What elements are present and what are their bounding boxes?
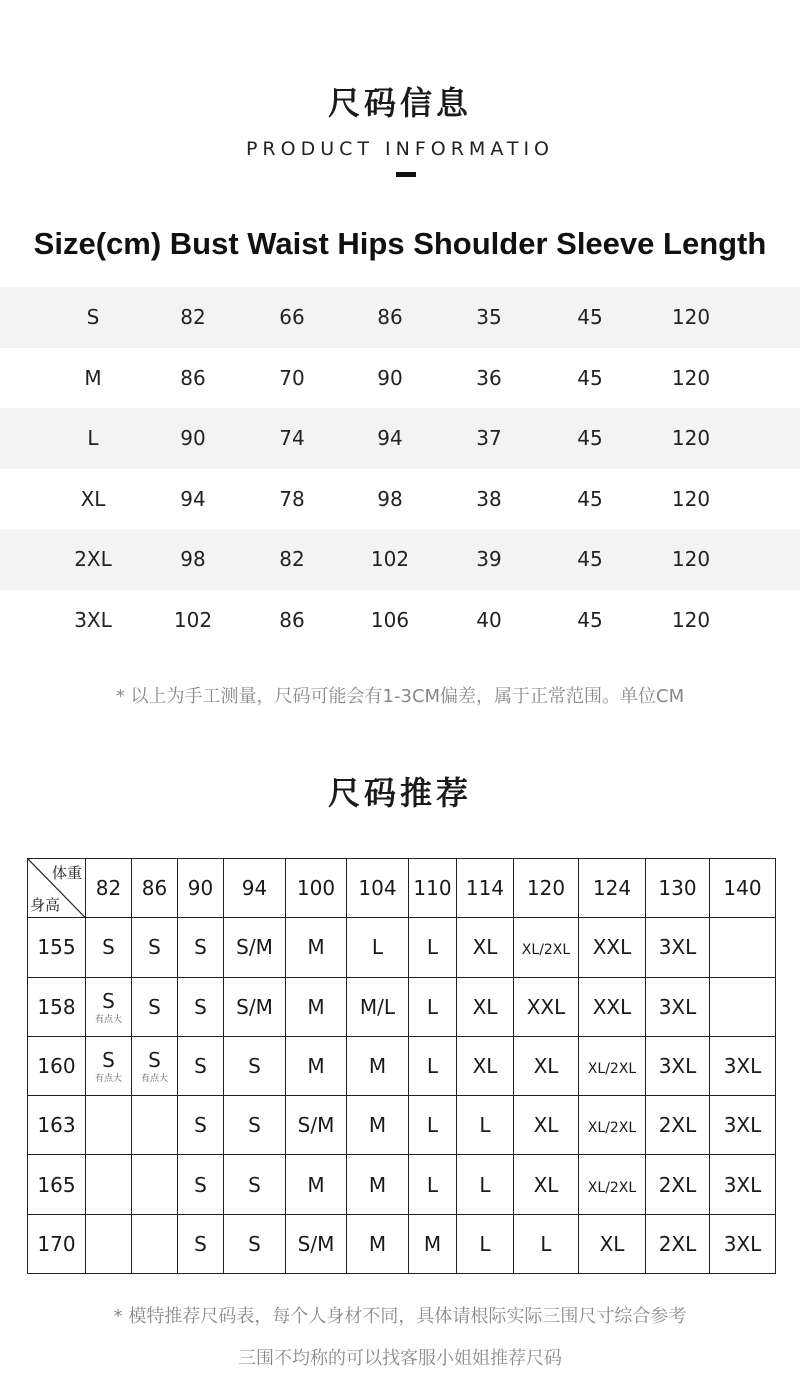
size-label: XL [80, 486, 106, 511]
size-value: 74 [279, 426, 305, 451]
size-recommend-value: S [194, 1172, 207, 1197]
size-recommend-cell [579, 1036, 646, 1095]
size-recommend-value: XL [533, 1113, 559, 1138]
size-recommend-cell [579, 1096, 646, 1155]
recommend-title: 尺码推荐 [327, 774, 472, 812]
size-row [0, 529, 800, 590]
size-recommend-cell [286, 977, 347, 1036]
weight-header-cell: 110 [409, 859, 457, 918]
size-value: 45 [577, 486, 603, 511]
size-value: 120 [671, 607, 711, 632]
size-recommend-cell [710, 1036, 776, 1095]
size-recommend-cell [86, 918, 132, 977]
size-recommend-cell [178, 977, 224, 1036]
height-cell: 170 [28, 1214, 86, 1273]
size-recommend-value: 3XL [723, 1113, 762, 1138]
size-recommend-value: S [102, 935, 115, 960]
size-value: 66 [279, 305, 305, 329]
size-recommend-cell [710, 918, 776, 977]
size-recommend-value: M [368, 1231, 387, 1256]
weight-header-cell: 124 [579, 859, 646, 918]
size-recommend-cell [86, 1214, 132, 1273]
size-recommend-cell [409, 1096, 457, 1155]
size-recommend-cell [579, 1155, 646, 1214]
size-recommend-value: S [148, 1048, 161, 1073]
size-recommend-value: M [423, 1231, 442, 1256]
size-value: 86 [377, 305, 403, 329]
weight-header-cell: 130 [646, 859, 710, 918]
size-value: 45 [577, 607, 603, 632]
size-value: 120 [671, 547, 711, 572]
page-subtitle: PRODUCT INFORMATIO [245, 138, 555, 160]
size-note: 有点大 [140, 1074, 168, 1085]
weight-header-cell: 94 [224, 859, 286, 918]
size-recommend-value: L [479, 1172, 491, 1197]
size-value: 37 [476, 426, 502, 451]
size-recommend-cell [409, 977, 457, 1036]
size-recommend-value: S/M [236, 994, 273, 1019]
size-recommend-cell [457, 1096, 514, 1155]
size-recommend-value: S [194, 994, 207, 1019]
size-recommend-value: XL [472, 935, 498, 960]
size-value: 39 [476, 547, 502, 572]
size-value: 120 [671, 426, 711, 451]
height-cell: 158 [28, 977, 86, 1036]
size-recommend-value: XXL [592, 994, 632, 1019]
size-recommend-value: S [148, 994, 161, 1019]
size-recommend-cell [224, 977, 286, 1036]
height-cell: 165 [28, 1155, 86, 1214]
size-recommend-cell [132, 1096, 178, 1155]
size-recommend-value: XL [533, 1054, 559, 1079]
size-recommend-value: M/L [359, 994, 396, 1019]
size-value: 120 [671, 365, 711, 390]
size-recommend-cell [646, 977, 710, 1036]
size-recommend-value: L [426, 1054, 439, 1079]
size-recommend-value: S [102, 988, 115, 1013]
size-note: 有点大 [94, 1074, 122, 1085]
size-recommend-value: S [248, 1054, 261, 1079]
size-recommend-value: XL [472, 1054, 498, 1079]
size-recommend-cell [646, 918, 710, 977]
height-cell: 155 [28, 918, 86, 977]
size-recommend-cell [514, 977, 579, 1036]
size-recommend-cell [86, 1036, 132, 1095]
size-recommend-cell [286, 1155, 347, 1214]
size-recommend-value: 2XL [658, 1172, 697, 1197]
size-recommend-cell [347, 1036, 409, 1095]
size-value: 102 [370, 547, 410, 572]
size-recommend-cell [286, 918, 347, 977]
size-recommend-value: L [426, 1172, 439, 1197]
size-recommend-cell [132, 918, 178, 977]
size-recommend-cell [132, 1155, 178, 1214]
height-cell: 163 [28, 1096, 86, 1155]
size-recommend-cell [514, 1155, 579, 1214]
size-recommend-cell [646, 1155, 710, 1214]
size-recommend-cell [409, 1036, 457, 1095]
size-label: L [87, 426, 99, 451]
size-recommend-value: L [426, 1113, 439, 1138]
weight-header-cell: 82 [86, 859, 132, 918]
size-recommend-value: M [307, 994, 325, 1019]
size-recommend-cell [178, 1096, 224, 1155]
size-label: 3XL [74, 607, 112, 632]
weight-header-cell: 120 [514, 859, 579, 918]
size-value: 106 [370, 607, 410, 632]
size-recommend-value: 3XL [658, 1054, 697, 1079]
size-value: 35 [476, 305, 502, 329]
size-value: 78 [279, 486, 305, 511]
size-recommend-value: XL [472, 994, 498, 1019]
size-recommend-value: XL/2XL [587, 1120, 637, 1137]
size-recommend-value: L [426, 935, 439, 960]
size-recommend-cell [286, 1096, 347, 1155]
size-value: 45 [577, 305, 603, 329]
title-divider [396, 172, 416, 177]
size-recommend-cell [457, 1036, 514, 1095]
size-recommend-value: M [368, 1172, 387, 1197]
recommend-row [28, 977, 776, 1036]
size-recommend-cell [132, 1214, 178, 1273]
size-value: 45 [577, 426, 603, 451]
weight-header-cell: 90 [178, 859, 224, 918]
size-recommend-cell [347, 977, 409, 1036]
size-recommend-value: XL/2XL [587, 1061, 637, 1078]
size-recommend-cell [347, 1214, 409, 1273]
size-recommend-cell [347, 1155, 409, 1214]
size-recommend-value: 2XL [658, 1113, 697, 1138]
size-recommend-value: S/M [297, 1231, 335, 1256]
size-recommend-cell [457, 977, 514, 1036]
size-recommend-cell [132, 977, 178, 1036]
size-recommend-value: XXL [592, 935, 632, 960]
size-value: 70 [279, 365, 305, 390]
size-row [0, 348, 800, 409]
size-recommend-cell [710, 1155, 776, 1214]
size-value: 94 [180, 486, 206, 511]
size-value: 120 [671, 486, 711, 511]
weight-header-row [28, 859, 776, 918]
size-recommend-cell [710, 1096, 776, 1155]
size-row [0, 408, 800, 469]
size-row [0, 469, 800, 530]
size-value: 90 [180, 426, 206, 451]
size-recommend-cell [579, 977, 646, 1036]
size-recommend-cell [178, 1214, 224, 1273]
size-recommend-value: S [248, 1172, 261, 1197]
size-recommend-cell [457, 1155, 514, 1214]
size-recommend-value: S [194, 1231, 207, 1256]
size-recommend-value: L [371, 935, 384, 960]
size-recommend-value: S [248, 1231, 261, 1256]
size-recommend-value: S/M [297, 1113, 335, 1138]
size-value: 98 [377, 486, 403, 511]
size-label: 2XL [74, 547, 112, 572]
size-recommend-value: S [102, 1048, 115, 1073]
size-recommend-cell [457, 918, 514, 977]
size-recommend-value: L [426, 994, 439, 1019]
height-cell: 160 [28, 1036, 86, 1095]
size-recommend-value: XXL [526, 994, 566, 1019]
size-recommend-cell [86, 977, 132, 1036]
size-recommend-value: 3XL [658, 935, 697, 960]
size-recommend-cell [224, 1096, 286, 1155]
size-table [0, 287, 800, 651]
weight-header-cell: 104 [347, 859, 409, 918]
size-recommend-value: S/M [236, 935, 273, 960]
size-recommend-value: XL/2XL [521, 942, 571, 959]
size-value: 82 [279, 547, 305, 572]
size-recommend-value: 3XL [723, 1231, 762, 1256]
size-recommend-value: 2XL [658, 1231, 697, 1256]
size-recommend-value: XL/2XL [587, 1179, 637, 1196]
size-value: 98 [180, 547, 206, 572]
size-recommend-cell [409, 1214, 457, 1273]
size-label: S [86, 305, 100, 329]
size-recommend-value: S [194, 1113, 207, 1138]
size-value: 94 [377, 426, 403, 451]
recommend-row [28, 1096, 776, 1155]
size-recommend-value: 3XL [658, 994, 697, 1019]
corner-cell [28, 859, 86, 918]
size-recommend-value: S [148, 935, 161, 960]
size-recommend-cell [132, 1036, 178, 1095]
size-recommend-value: XL [599, 1231, 625, 1256]
size-recommend-cell [224, 1214, 286, 1273]
size-recommend-cell [224, 1155, 286, 1214]
size-recommend-value: XL [533, 1172, 559, 1197]
size-value: 38 [476, 486, 502, 511]
size-recommend-cell [646, 1214, 710, 1273]
size-value: 45 [577, 365, 603, 390]
size-recommend-cell [646, 1036, 710, 1095]
size-recommend-cell [646, 1096, 710, 1155]
height-label: 身高 [30, 896, 61, 915]
size-recommend-cell [224, 1036, 286, 1095]
size-recommend-cell [579, 1214, 646, 1273]
size-recommend-value: S [194, 935, 207, 960]
size-value: 102 [173, 607, 213, 632]
size-recommend-cell [514, 1096, 579, 1155]
size-recommend-cell [710, 977, 776, 1036]
size-recommend-value: M [307, 1172, 325, 1197]
recommend-row [28, 1155, 776, 1214]
size-recommend-value: 3XL [723, 1054, 762, 1079]
recommend-row [28, 918, 776, 977]
size-recommend-value: S [248, 1113, 261, 1138]
size-recommend-value: L [540, 1231, 552, 1256]
recommend-row [28, 1036, 776, 1095]
size-recommend-cell [178, 918, 224, 977]
size-recommend-value: M [368, 1054, 387, 1079]
size-recommend-value: L [479, 1113, 491, 1138]
size-recommend-value: M [307, 1054, 325, 1079]
size-recommend-cell [409, 918, 457, 977]
weight-header-cell: 140 [710, 859, 776, 918]
size-recommend-cell [710, 1214, 776, 1273]
size-note: 有点大 [94, 1014, 122, 1025]
size-recommend-cell [224, 918, 286, 977]
weight-header-cell: 100 [286, 859, 347, 918]
recommend-row [28, 1214, 776, 1273]
size-recommend-cell [514, 918, 579, 977]
weight-header-cell: 114 [457, 859, 514, 918]
size-value: 36 [476, 365, 502, 390]
size-value: 86 [180, 365, 206, 390]
size-value: 90 [377, 365, 403, 390]
size-recommend-cell [514, 1036, 579, 1095]
size-recommend-value: 3XL [723, 1172, 762, 1197]
size-value: 82 [180, 305, 206, 329]
size-value: 86 [279, 607, 305, 632]
size-recommend-cell [347, 1096, 409, 1155]
size-recommend-value: M [307, 935, 325, 960]
size-recommend-cell [178, 1036, 224, 1095]
size-table-header: Size(cm) Bust Waist Hips Shoulder Sleeve Length [33, 226, 767, 261]
size-row [0, 287, 800, 348]
page-title: 尺码信息 [327, 84, 472, 122]
size-recommend-value: L [479, 1231, 491, 1256]
size-value: 120 [671, 305, 711, 329]
size-row [0, 590, 800, 651]
size-recommend-cell [286, 1214, 347, 1273]
size-recommend-value: M [368, 1113, 387, 1138]
weight-label: 体重 [51, 864, 82, 882]
size-recommend-cell [86, 1096, 132, 1155]
size-value: 45 [577, 547, 603, 572]
recommend-table [27, 858, 776, 1274]
size-recommend-cell [579, 918, 646, 977]
model-note: * 模特推荐尺码表，每个人身材不同，具体请根际实际三围尺寸综合参考 [113, 1306, 687, 1327]
size-recommend-cell [86, 1155, 132, 1214]
size-recommend-cell [409, 1155, 457, 1214]
contact-note: 三围不均称的可以找客服小姐姐推荐尺码 [238, 1348, 562, 1369]
weight-header-cell: 86 [132, 859, 178, 918]
size-recommend-value: S [194, 1054, 207, 1079]
size-label: M [84, 365, 102, 390]
size-recommend-cell [347, 918, 409, 977]
measurement-note: * 以上为手工测量，尺码可能会有1-3CM偏差，属于正常范围。单位CM [115, 686, 685, 707]
size-recommend-cell [514, 1214, 579, 1273]
size-recommend-cell [286, 1036, 347, 1095]
size-value: 40 [476, 607, 502, 632]
size-recommend-cell [457, 1214, 514, 1273]
size-recommend-cell [178, 1155, 224, 1214]
